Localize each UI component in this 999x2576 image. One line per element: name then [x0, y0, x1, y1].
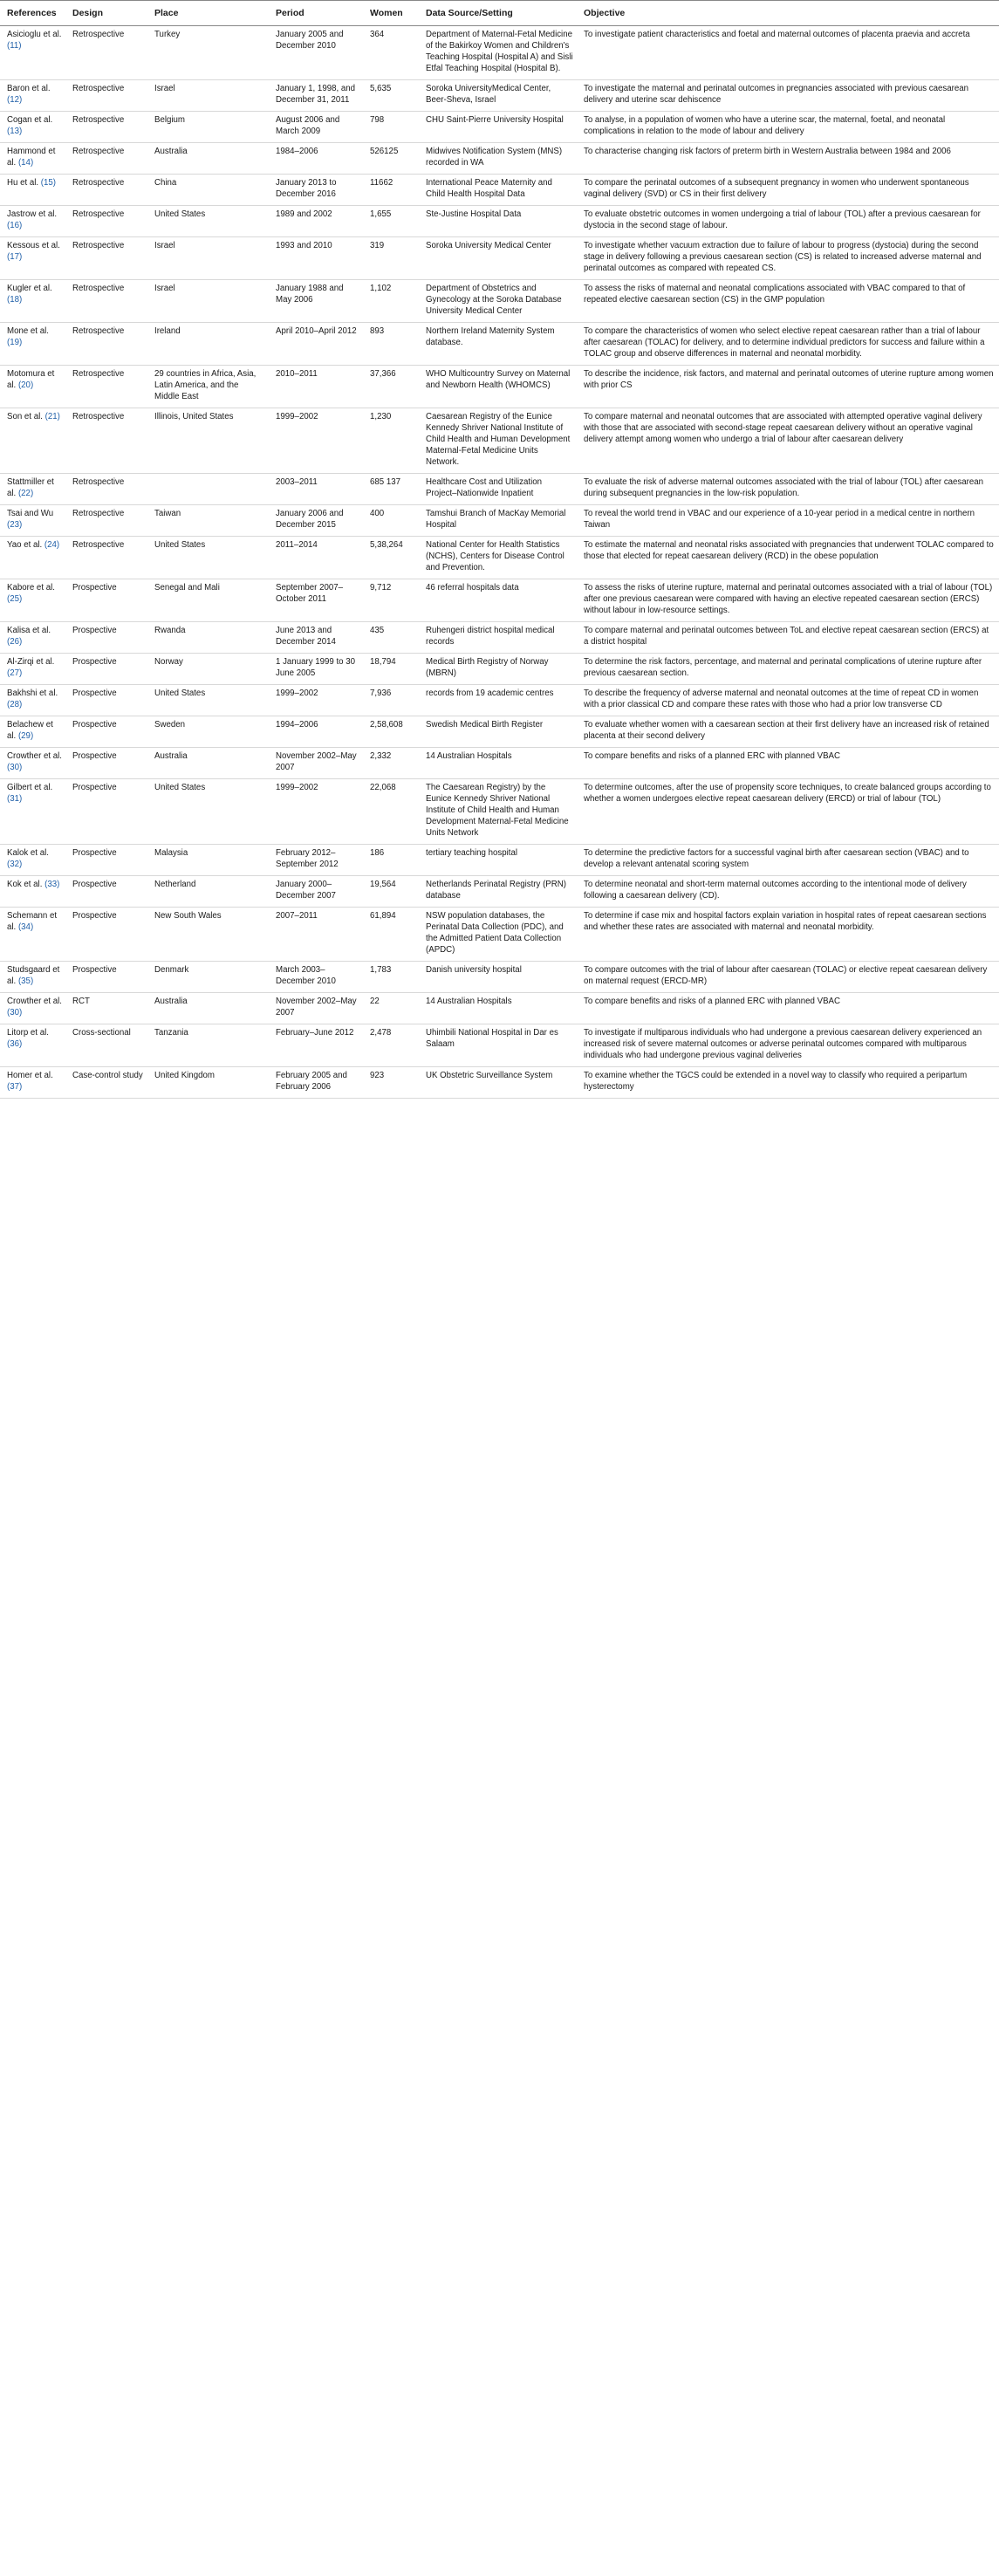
header-design: Design [65, 1, 147, 26]
objective-cell: To evaluate whether women with a caesarean section at their first delivery have an increased risk of retained placenta at their second delivery [577, 716, 999, 748]
objective-cell: To investigate whether vacuum extraction due to failure of labour to progress (dystocia) during the second stage in delivery following a previous caesarean section (CS) is related to increased adverse maternal and perinatal outcomes as compared with repeated CS. [577, 237, 999, 280]
place-cell: United States [147, 537, 269, 579]
data-source-cell: Ste-Justine Hospital Data [419, 206, 577, 237]
design-cell: Retrospective [65, 80, 147, 112]
period-cell: January 1, 1998, and December 31, 2011 [269, 80, 363, 112]
reference-cell [0, 537, 65, 579]
reference-cell [0, 206, 65, 237]
citation-link[interactable]: (30) [7, 763, 23, 772]
period-cell: 1 January 1999 to 30 June 2005 [269, 654, 363, 685]
design-cell: Retrospective [65, 280, 147, 323]
place-cell: Israel [147, 237, 269, 280]
period-cell: 2007–2011 [269, 908, 363, 962]
women-cell: 5,38,264 [363, 537, 419, 579]
citation-link[interactable]: (25) [7, 594, 23, 604]
design-cell: Retrospective [65, 26, 147, 80]
period-cell: November 2002–May 2007 [269, 748, 363, 779]
reference-name: Yao et al. [7, 540, 43, 550]
objective-cell: To determine if case mix and hospital factors explain variation in hospital rates of repeat caesarean sections and whether these rates are associated with maternal and neonatal morbidity. [577, 908, 999, 962]
citation-link[interactable]: (27) [7, 668, 23, 678]
data-source-cell: Northern Ireland Maternity System database. [419, 323, 577, 366]
reference-name: Jastrow et al. [7, 209, 58, 219]
table-row [0, 112, 999, 143]
period-cell: 2010–2011 [269, 366, 363, 408]
design-cell: Retrospective [65, 237, 147, 280]
header-data-source: Data Source/Setting [419, 1, 577, 26]
reference-name: Asicioglu et al. [7, 30, 62, 39]
data-source-cell: Uhimbili National Hospital in Dar es Salaam [419, 1024, 577, 1067]
reference-cell [0, 505, 65, 537]
reference-cell [0, 845, 65, 876]
place-cell: Rwanda [147, 622, 269, 654]
place-cell: Tanzania [147, 1024, 269, 1067]
table-row [0, 80, 999, 112]
reference-name: Stattmiller et al. [7, 477, 54, 498]
table-row [0, 280, 999, 323]
period-cell: 1999–2002 [269, 779, 363, 845]
women-cell: 2,332 [363, 748, 419, 779]
reference-cell [0, 112, 65, 143]
reference-cell [0, 1067, 65, 1099]
reference-cell [0, 237, 65, 280]
period-cell: January 2013 to December 2016 [269, 175, 363, 206]
place-cell: Australia [147, 748, 269, 779]
design-cell: Prospective [65, 876, 147, 908]
place-cell: China [147, 175, 269, 206]
table-row [0, 845, 999, 876]
reference-name: Crowther et al. [7, 997, 62, 1006]
table-row [0, 685, 999, 716]
citation-link[interactable]: (28) [7, 700, 23, 709]
objective-cell: To compare benefits and risks of a planned ERC with planned VBAC [577, 993, 999, 1024]
place-cell: Australia [147, 993, 269, 1024]
citation-link[interactable]: (20) [17, 380, 34, 390]
citation-link[interactable]: (11) [7, 41, 22, 51]
reference-name: Tsai and Wu [7, 509, 54, 518]
design-cell: Retrospective [65, 206, 147, 237]
reference-name: Kalok et al. [7, 848, 49, 858]
objective-cell: To compare outcomes with the trial of labour after caesarean (TOLAC) or elective repeat caesarean delivery on maternal request (ERCD-MR) [577, 962, 999, 993]
design-cell: Retrospective [65, 143, 147, 175]
period-cell: March 2003–December 2010 [269, 962, 363, 993]
data-source-cell: Ruhengeri district hospital medical records [419, 622, 577, 654]
design-cell: Retrospective [65, 537, 147, 579]
reference-name: Kok et al. [7, 880, 43, 889]
period-cell: 2011–2014 [269, 537, 363, 579]
citation-link[interactable]: (31) [7, 794, 23, 804]
place-cell [147, 474, 269, 505]
women-cell: 22 [363, 993, 419, 1024]
reference-cell [0, 622, 65, 654]
design-cell: Retrospective [65, 366, 147, 408]
data-source-cell: Midwives Notification System (MNS) recorded in WA [419, 143, 577, 175]
citation-link[interactable]: (13) [7, 127, 23, 136]
period-cell: 1999–2002 [269, 685, 363, 716]
place-cell: Sweden [147, 716, 269, 748]
objective-cell: To analyse, in a population of women who have a uterine scar, the maternal, foetal, and neonatal complications in relation to the mode of labour and delivery [577, 112, 999, 143]
data-source-cell: Department of Obstetrics and Gynecology at the Soroka Database University Medical Center [419, 280, 577, 323]
women-cell: 319 [363, 237, 419, 280]
citation-link[interactable]: (22) [17, 489, 34, 498]
table-row [0, 779, 999, 845]
period-cell: 2003–2011 [269, 474, 363, 505]
place-cell: Israel [147, 80, 269, 112]
citation-link[interactable]: (19) [7, 338, 23, 347]
period-cell: January 1988 and May 2006 [269, 280, 363, 323]
women-cell: 400 [363, 505, 419, 537]
data-source-cell: Soroka University Medical Center [419, 237, 577, 280]
design-cell: Prospective [65, 779, 147, 845]
reference-cell [0, 280, 65, 323]
design-cell: Prospective [65, 716, 147, 748]
citation-link[interactable]: (29) [17, 731, 34, 741]
data-source-cell: Soroka UniversityMedical Center, Beer-Sheva, Israel [419, 80, 577, 112]
women-cell: 22,068 [363, 779, 419, 845]
objective-cell: To investigate if multiparous individuals who had undergone a previous caesarean delivery experienced an increased risk of severe maternal outcomes or adverse perinatal outcomes compared with multiparous individuals who had undergone previous vaginal deliveries [577, 1024, 999, 1067]
reference-cell [0, 779, 65, 845]
data-source-cell: 46 referral hospitals data [419, 579, 577, 622]
women-cell: 798 [363, 112, 419, 143]
design-cell: Prospective [65, 579, 147, 622]
design-cell: Retrospective [65, 505, 147, 537]
reference-name: Kabore et al. [7, 583, 55, 593]
citation-link[interactable]: (36) [7, 1039, 23, 1049]
place-cell: Australia [147, 143, 269, 175]
table-row [0, 26, 999, 80]
place-cell: 29 countries in Africa, Asia, Latin America, and the Middle East [147, 366, 269, 408]
women-cell: 435 [363, 622, 419, 654]
women-cell: 1,783 [363, 962, 419, 993]
design-cell: Retrospective [65, 474, 147, 505]
objective-cell: To assess the risks of maternal and neonatal complications associated with VBAC compared to that of repeated elective caesarean section (CS) in the GMP population [577, 280, 999, 323]
table-row [0, 1067, 999, 1099]
objective-cell: To assess the risks of uterine rupture, maternal and perinatal outcomes associated with a trial of labour (TOL) after one previous caesarean were compared with having an elective repeated caesarean section (ERCS) without labour in low-resource settings. [577, 579, 999, 622]
reference-cell [0, 80, 65, 112]
citation-link[interactable]: (15) [40, 178, 57, 188]
reference-name: Kalisa et al. [7, 626, 51, 635]
data-source-cell: 14 Australian Hospitals [419, 748, 577, 779]
citation-link[interactable]: (30) [7, 1008, 23, 1017]
reference-cell [0, 716, 65, 748]
place-cell: Malaysia [147, 845, 269, 876]
reference-cell [0, 993, 65, 1024]
objective-cell: To determine the predictive factors for a successful vaginal birth after caesarean section (VBAC) and to develop a relevant antenatal scoring system [577, 845, 999, 876]
citation-link[interactable]: (34) [17, 922, 34, 932]
design-cell: Case-control study [65, 1067, 147, 1099]
period-cell: January 2005 and December 2010 [269, 26, 363, 80]
citation-link[interactable]: (24) [44, 540, 60, 550]
period-cell: April 2010–April 2012 [269, 323, 363, 366]
place-cell: United Kingdom [147, 1067, 269, 1099]
citation-link[interactable]: (16) [7, 221, 23, 230]
citation-link[interactable]: (14) [17, 158, 34, 168]
objective-cell: To estimate the maternal and neonatal risks associated with pregnancies that underwent TOLAC compared to those that elected for repeat caesarean delivery (RCD) in the obese population [577, 537, 999, 579]
data-source-cell: Caesarean Registry of the Eunice Kennedy Shriver National Institute of Child Health and Human Development Maternal-Fetal Medicine Units Network. [419, 408, 577, 474]
place-cell: Belgium [147, 112, 269, 143]
place-cell: United States [147, 779, 269, 845]
reference-name: Son et al. [7, 412, 43, 421]
table-row [0, 175, 999, 206]
design-cell: Prospective [65, 654, 147, 685]
reference-name: Kugler et al. [7, 284, 52, 293]
table-row [0, 622, 999, 654]
table-row [0, 537, 999, 579]
place-cell: New South Wales [147, 908, 269, 962]
reference-name: Bakhshi et al. [7, 689, 58, 698]
period-cell: January 2006 and December 2015 [269, 505, 363, 537]
women-cell: 7,936 [363, 685, 419, 716]
design-cell: Prospective [65, 962, 147, 993]
table-row [0, 993, 999, 1024]
table-row [0, 908, 999, 962]
reference-cell [0, 685, 65, 716]
reference-cell [0, 474, 65, 505]
women-cell: 5,635 [363, 80, 419, 112]
objective-cell: To determine the risk factors, percentage, and maternal and perinatal complications of uterine rupture after previous caesarean section. [577, 654, 999, 685]
objective-cell: To compare the characteristics of women who select elective repeat caesarean rather than a trial of labour after caesarean (TOLAC) for delivery, and to determine individual predictors for success and failure within a TOLAC group and observe differences in maternal and neonatal morbidity. [577, 323, 999, 366]
data-source-cell: National Center for Health Statistics (NCHS), Centers for Disease Control and Prevention. [419, 537, 577, 579]
data-source-cell: Medical Birth Registry of Norway (MBRN) [419, 654, 577, 685]
data-source-cell: Healthcare Cost and Utilization Project–Nationwide Inpatient [419, 474, 577, 505]
place-cell: United States [147, 206, 269, 237]
place-cell: Israel [147, 280, 269, 323]
objective-cell: To examine whether the TGCS could be extended in a novel way to classify who required a peripartum hysterectomy [577, 1067, 999, 1099]
design-cell: Prospective [65, 622, 147, 654]
women-cell: 19,564 [363, 876, 419, 908]
period-cell: 1993 and 2010 [269, 237, 363, 280]
women-cell: 685 137 [363, 474, 419, 505]
reference-cell [0, 143, 65, 175]
reference-cell [0, 579, 65, 622]
header-women: Women [363, 1, 419, 26]
period-cell: 1989 and 2002 [269, 206, 363, 237]
reference-name: Baron et al. [7, 84, 51, 93]
women-cell: 61,894 [363, 908, 419, 962]
table-row [0, 579, 999, 622]
place-cell: United States [147, 685, 269, 716]
reference-name: Gilbert et al. [7, 783, 53, 792]
design-cell: Retrospective [65, 112, 147, 143]
design-cell: Retrospective [65, 408, 147, 474]
table-row [0, 143, 999, 175]
data-source-cell: NSW population databases, the Perinatal Data Collection (PDC), and the Admitted Patient Data Collection (APDC) [419, 908, 577, 962]
objective-cell: To describe the frequency of adverse maternal and neonatal outcomes at the time of repeat CD in women with a prior classical CD and compare these rates with those who had a prior low transverse CD [577, 685, 999, 716]
reference-name: Mone et al. [7, 326, 49, 336]
place-cell: Turkey [147, 26, 269, 80]
design-cell: Prospective [65, 685, 147, 716]
table-row [0, 237, 999, 280]
objective-cell: To determine outcomes, after the use of propensity score techniques, to create balanced groups according to whether a women undergoes elective repeat caesarean delivery (ERCD) or trial of labour (TOL) [577, 779, 999, 845]
reference-cell [0, 876, 65, 908]
table-row [0, 962, 999, 993]
objective-cell: To describe the incidence, risk factors, and maternal and perinatal outcomes of uterine rupture among women with prior CS [577, 366, 999, 408]
reference-cell [0, 654, 65, 685]
data-source-cell: WHO Multicountry Survey on Maternal and Newborn Health (WHOMCS) [419, 366, 577, 408]
table-row [0, 323, 999, 366]
place-cell: Norway [147, 654, 269, 685]
table-header-row [0, 1, 999, 26]
design-cell: Prospective [65, 908, 147, 962]
women-cell: 2,58,608 [363, 716, 419, 748]
reference-cell [0, 962, 65, 993]
women-cell: 9,712 [363, 579, 419, 622]
period-cell: 1994–2006 [269, 716, 363, 748]
data-source-cell: Department of Maternal-Fetal Medicine of the Bakirkoy Women and Children's Teaching Hospital (Hospital A) and Sisli Etfal Teaching Hospital (Hospital B). [419, 26, 577, 80]
data-source-cell: tertiary teaching hospital [419, 845, 577, 876]
reference-name: Cogan et al. [7, 115, 53, 125]
reference-cell [0, 26, 65, 80]
table-row [0, 716, 999, 748]
place-cell: Denmark [147, 962, 269, 993]
design-cell: RCT [65, 993, 147, 1024]
women-cell: 18,794 [363, 654, 419, 685]
table-row [0, 1024, 999, 1067]
period-cell: June 2013 and December 2014 [269, 622, 363, 654]
header-objective: Objective [577, 1, 999, 26]
table-row [0, 408, 999, 474]
table-row [0, 748, 999, 779]
place-cell: Ireland [147, 323, 269, 366]
objective-cell: To compare the perinatal outcomes of a subsequent pregnancy in women who underwent spontaneous vaginal delivery (SVD) or CS in their first delivery [577, 175, 999, 206]
reference-cell [0, 748, 65, 779]
data-source-cell: 14 Australian Hospitals [419, 993, 577, 1024]
objective-cell: To evaluate obstetric outcomes in women undergoing a trial of labour (TOL) after a previous caesarean for dystocia in the second stage of labour. [577, 206, 999, 237]
table-row [0, 206, 999, 237]
studies-table [0, 0, 999, 1099]
objective-cell: To reveal the world trend in VBAC and our experience of a 10-year period in a medical centre in northern Taiwan [577, 505, 999, 537]
women-cell: 2,478 [363, 1024, 419, 1067]
table-row [0, 654, 999, 685]
design-cell: Retrospective [65, 323, 147, 366]
reference-name: Hammond et al. [7, 147, 56, 168]
period-cell: February 2005 and February 2006 [269, 1067, 363, 1099]
table-row [0, 876, 999, 908]
objective-cell: To compare maternal and perinatal outcomes between ToL and elective repeat caesarean section (ERCS) at a district hospital [577, 622, 999, 654]
table-row [0, 505, 999, 537]
data-source-cell: CHU Saint-Pierre University Hospital [419, 112, 577, 143]
reference-cell [0, 908, 65, 962]
women-cell: 1,655 [363, 206, 419, 237]
period-cell: February 2012–September 2012 [269, 845, 363, 876]
period-cell: February–June 2012 [269, 1024, 363, 1067]
citation-link[interactable]: (26) [7, 637, 23, 647]
reference-name: Belachew et al. [7, 720, 53, 741]
data-source-cell: records from 19 academic centres [419, 685, 577, 716]
design-cell: Cross-sectional [65, 1024, 147, 1067]
data-source-cell: Swedish Medical Birth Register [419, 716, 577, 748]
citation-link[interactable]: (33) [44, 880, 60, 889]
reference-name: Motomura et al. [7, 369, 55, 390]
reference-cell [0, 408, 65, 474]
objective-cell: To compare benefits and risks of a planned ERC with planned VBAC [577, 748, 999, 779]
reference-name: Litorp et al. [7, 1028, 49, 1038]
data-source-cell: Danish university hospital [419, 962, 577, 993]
period-cell: January 2000–December 2007 [269, 876, 363, 908]
objective-cell: To determine neonatal and short-term maternal outcomes according to the intentional mode of delivery following a caesarean delivery (CD). [577, 876, 999, 908]
citation-link[interactable]: (12) [7, 95, 23, 105]
reference-cell [0, 323, 65, 366]
place-cell: Senegal and Mali [147, 579, 269, 622]
objective-cell: To investigate the maternal and perinatal outcomes in pregnancies associated with previous caesarean delivery and uterine scar dehiscence [577, 80, 999, 112]
citation-link[interactable]: (21) [44, 412, 60, 421]
reference-cell [0, 175, 65, 206]
data-source-cell: Netherlands Perinatal Registry (PRN) database [419, 876, 577, 908]
design-cell: Prospective [65, 845, 147, 876]
reference-name: Kessous et al. [7, 241, 60, 250]
reference-cell [0, 1024, 65, 1067]
women-cell: 526125 [363, 143, 419, 175]
women-cell: 186 [363, 845, 419, 876]
citation-link[interactable]: (32) [7, 860, 23, 869]
design-cell: Retrospective [65, 175, 147, 206]
place-cell: Illinois, United States [147, 408, 269, 474]
citation-link[interactable]: (23) [7, 520, 23, 530]
data-source-cell: UK Obstetric Surveillance System [419, 1067, 577, 1099]
place-cell: Netherland [147, 876, 269, 908]
citation-link[interactable]: (17) [7, 252, 23, 262]
data-source-cell: International Peace Maternity and Child Health Hospital Data [419, 175, 577, 206]
place-cell: Taiwan [147, 505, 269, 537]
period-cell: September 2007–October 2011 [269, 579, 363, 622]
women-cell: 923 [363, 1067, 419, 1099]
women-cell: 11662 [363, 175, 419, 206]
header-place: Place [147, 1, 269, 26]
data-source-cell: Tamshui Branch of MacKay Memorial Hospital [419, 505, 577, 537]
women-cell: 893 [363, 323, 419, 366]
data-source-cell: The Caesarean Registry) by the Eunice Kennedy Shriver National Institute of Child Health and Human Development Maternal-Fetal Medicine Units Network [419, 779, 577, 845]
citation-link[interactable]: (37) [7, 1082, 23, 1092]
objective-cell: To investigate patient characteristics and foetal and maternal outcomes of placenta praevia and accreta [577, 26, 999, 80]
reference-name: Hu et al. [7, 178, 39, 188]
reference-name: Studsgaard et al. [7, 965, 60, 986]
citation-link[interactable]: (35) [17, 976, 34, 986]
header-references: References [0, 1, 65, 26]
objective-cell: To characterise changing risk factors of preterm birth in Western Australia between 1984 and 2006 [577, 143, 999, 175]
period-cell: August 2006 and March 2009 [269, 112, 363, 143]
objective-cell: To evaluate the risk of adverse maternal outcomes associated with the trial of labour (TOL) after caesarean during subsequent pregnancies in the low-risk population. [577, 474, 999, 505]
design-cell: Prospective [65, 748, 147, 779]
table-row [0, 366, 999, 408]
women-cell: 37,366 [363, 366, 419, 408]
citation-link[interactable]: (18) [7, 295, 23, 305]
women-cell: 1,230 [363, 408, 419, 474]
table-row [0, 474, 999, 505]
reference-name: Crowther et al. [7, 751, 62, 761]
objective-cell: To compare maternal and neonatal outcomes that are associated with attempted operative vaginal delivery with those that are associated with second-stage repeat caesarean delivery without an operative vaginal delivery attempt among women who undergo a trial of labour after caesarean delivery [577, 408, 999, 474]
period-cell: 1999–2002 [269, 408, 363, 474]
women-cell: 1,102 [363, 280, 419, 323]
reference-name: Homer et al. [7, 1071, 53, 1080]
reference-name: Al-Zirqi et al. [7, 657, 55, 667]
period-cell: 1984–2006 [269, 143, 363, 175]
header-period: Period [269, 1, 363, 26]
women-cell: 364 [363, 26, 419, 80]
period-cell: November 2002–May 2007 [269, 993, 363, 1024]
reference-name: Schemann et al. [7, 911, 58, 932]
reference-cell [0, 366, 65, 408]
